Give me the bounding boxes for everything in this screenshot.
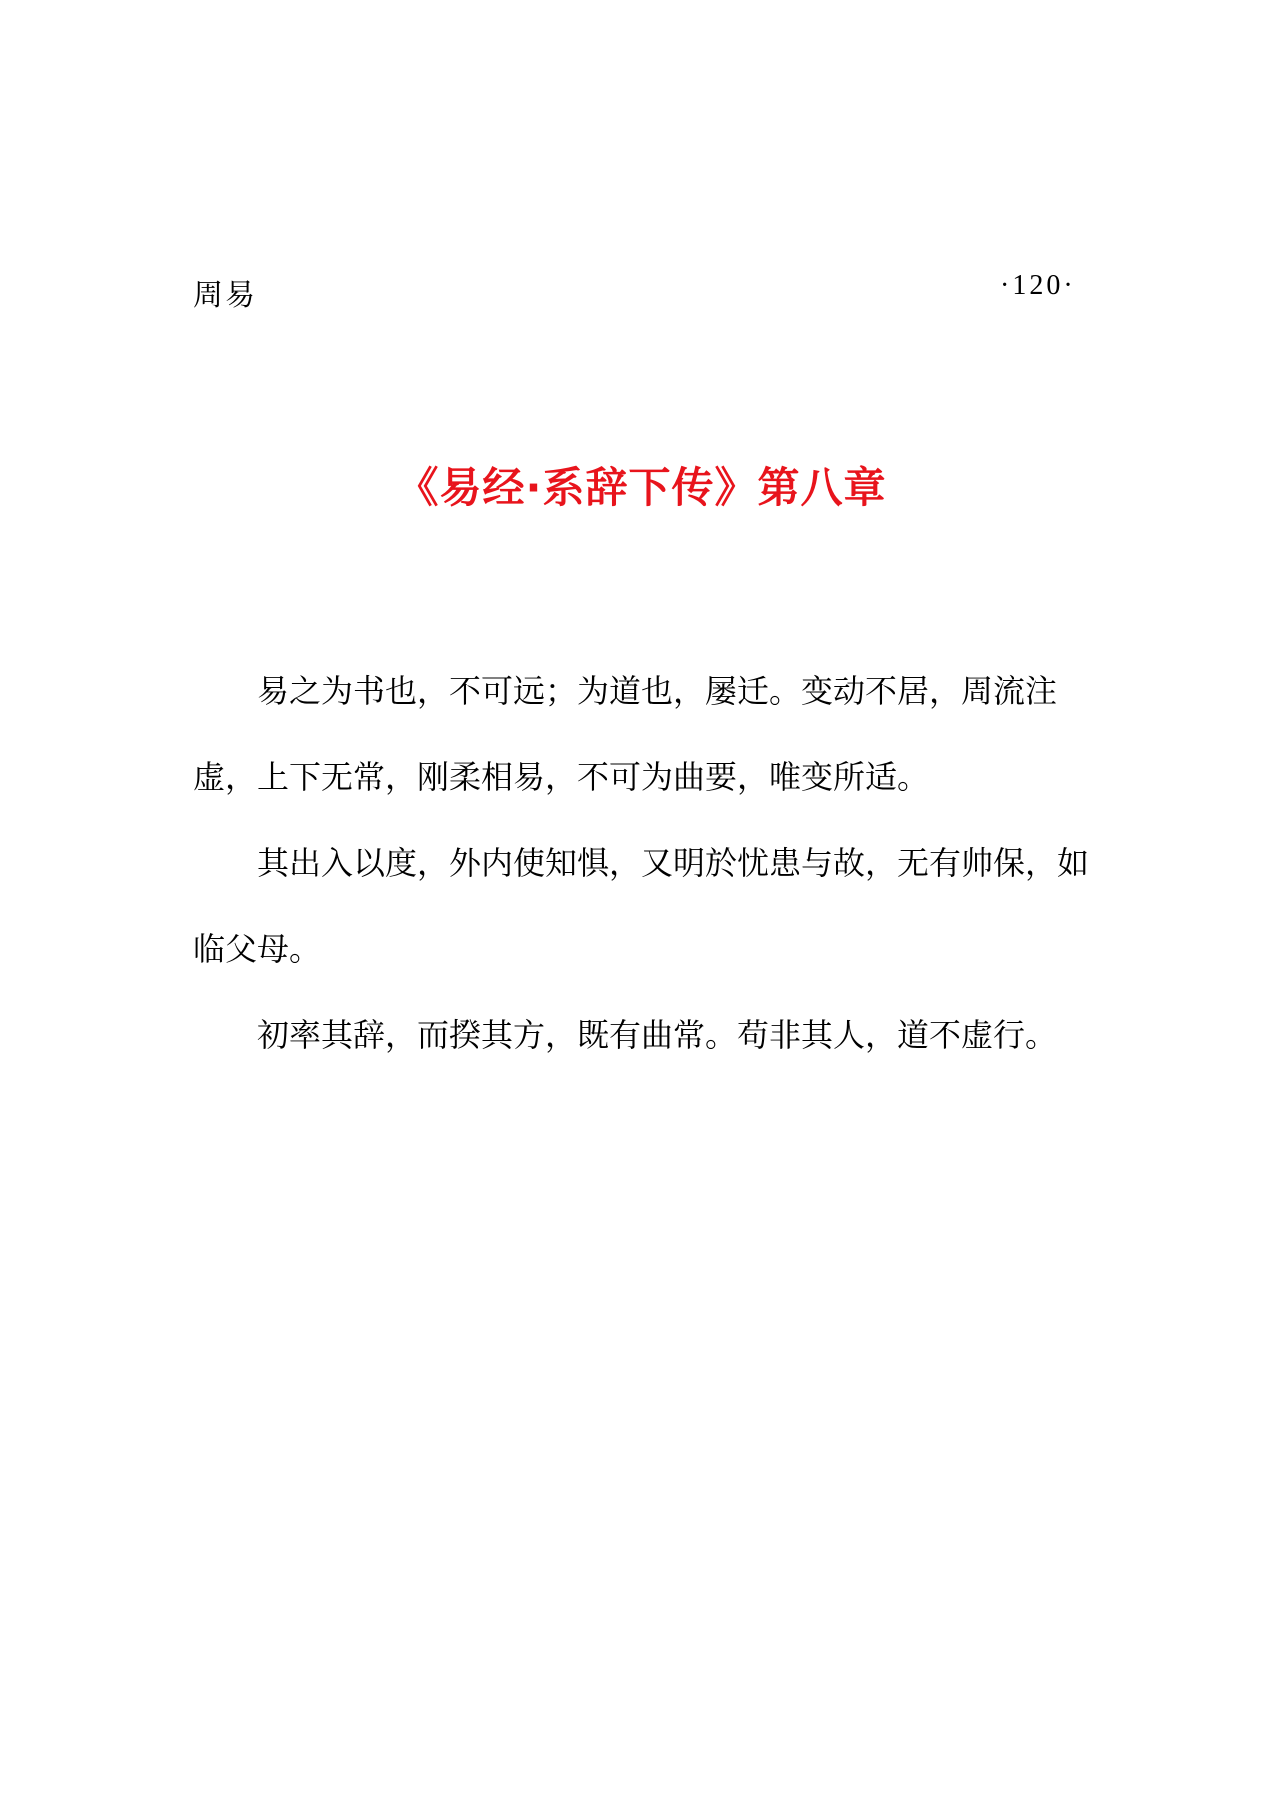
page-number: ·120· bbox=[1000, 270, 1076, 301]
paragraph: 其出入以度，外内使知惧，又明於忧患与故，无有帅保，如临父母。 bbox=[193, 844, 1090, 968]
chapter-title: 《易经·系辞下传》第八章 bbox=[396, 463, 887, 512]
body-text bbox=[193, 648, 1098, 1078]
running-header-book-title: 周易 bbox=[193, 278, 257, 313]
paragraph: 易之为书也，不可远；为道也，屡迁。变动不居，周流注虚，上下无常，刚柔相易，不可为曲要，唯变所适。 bbox=[193, 672, 1058, 796]
paragraph: 初率其辞，而揆其方，既有曲常。苟非其人，道不虚行。 bbox=[257, 1016, 1058, 1054]
